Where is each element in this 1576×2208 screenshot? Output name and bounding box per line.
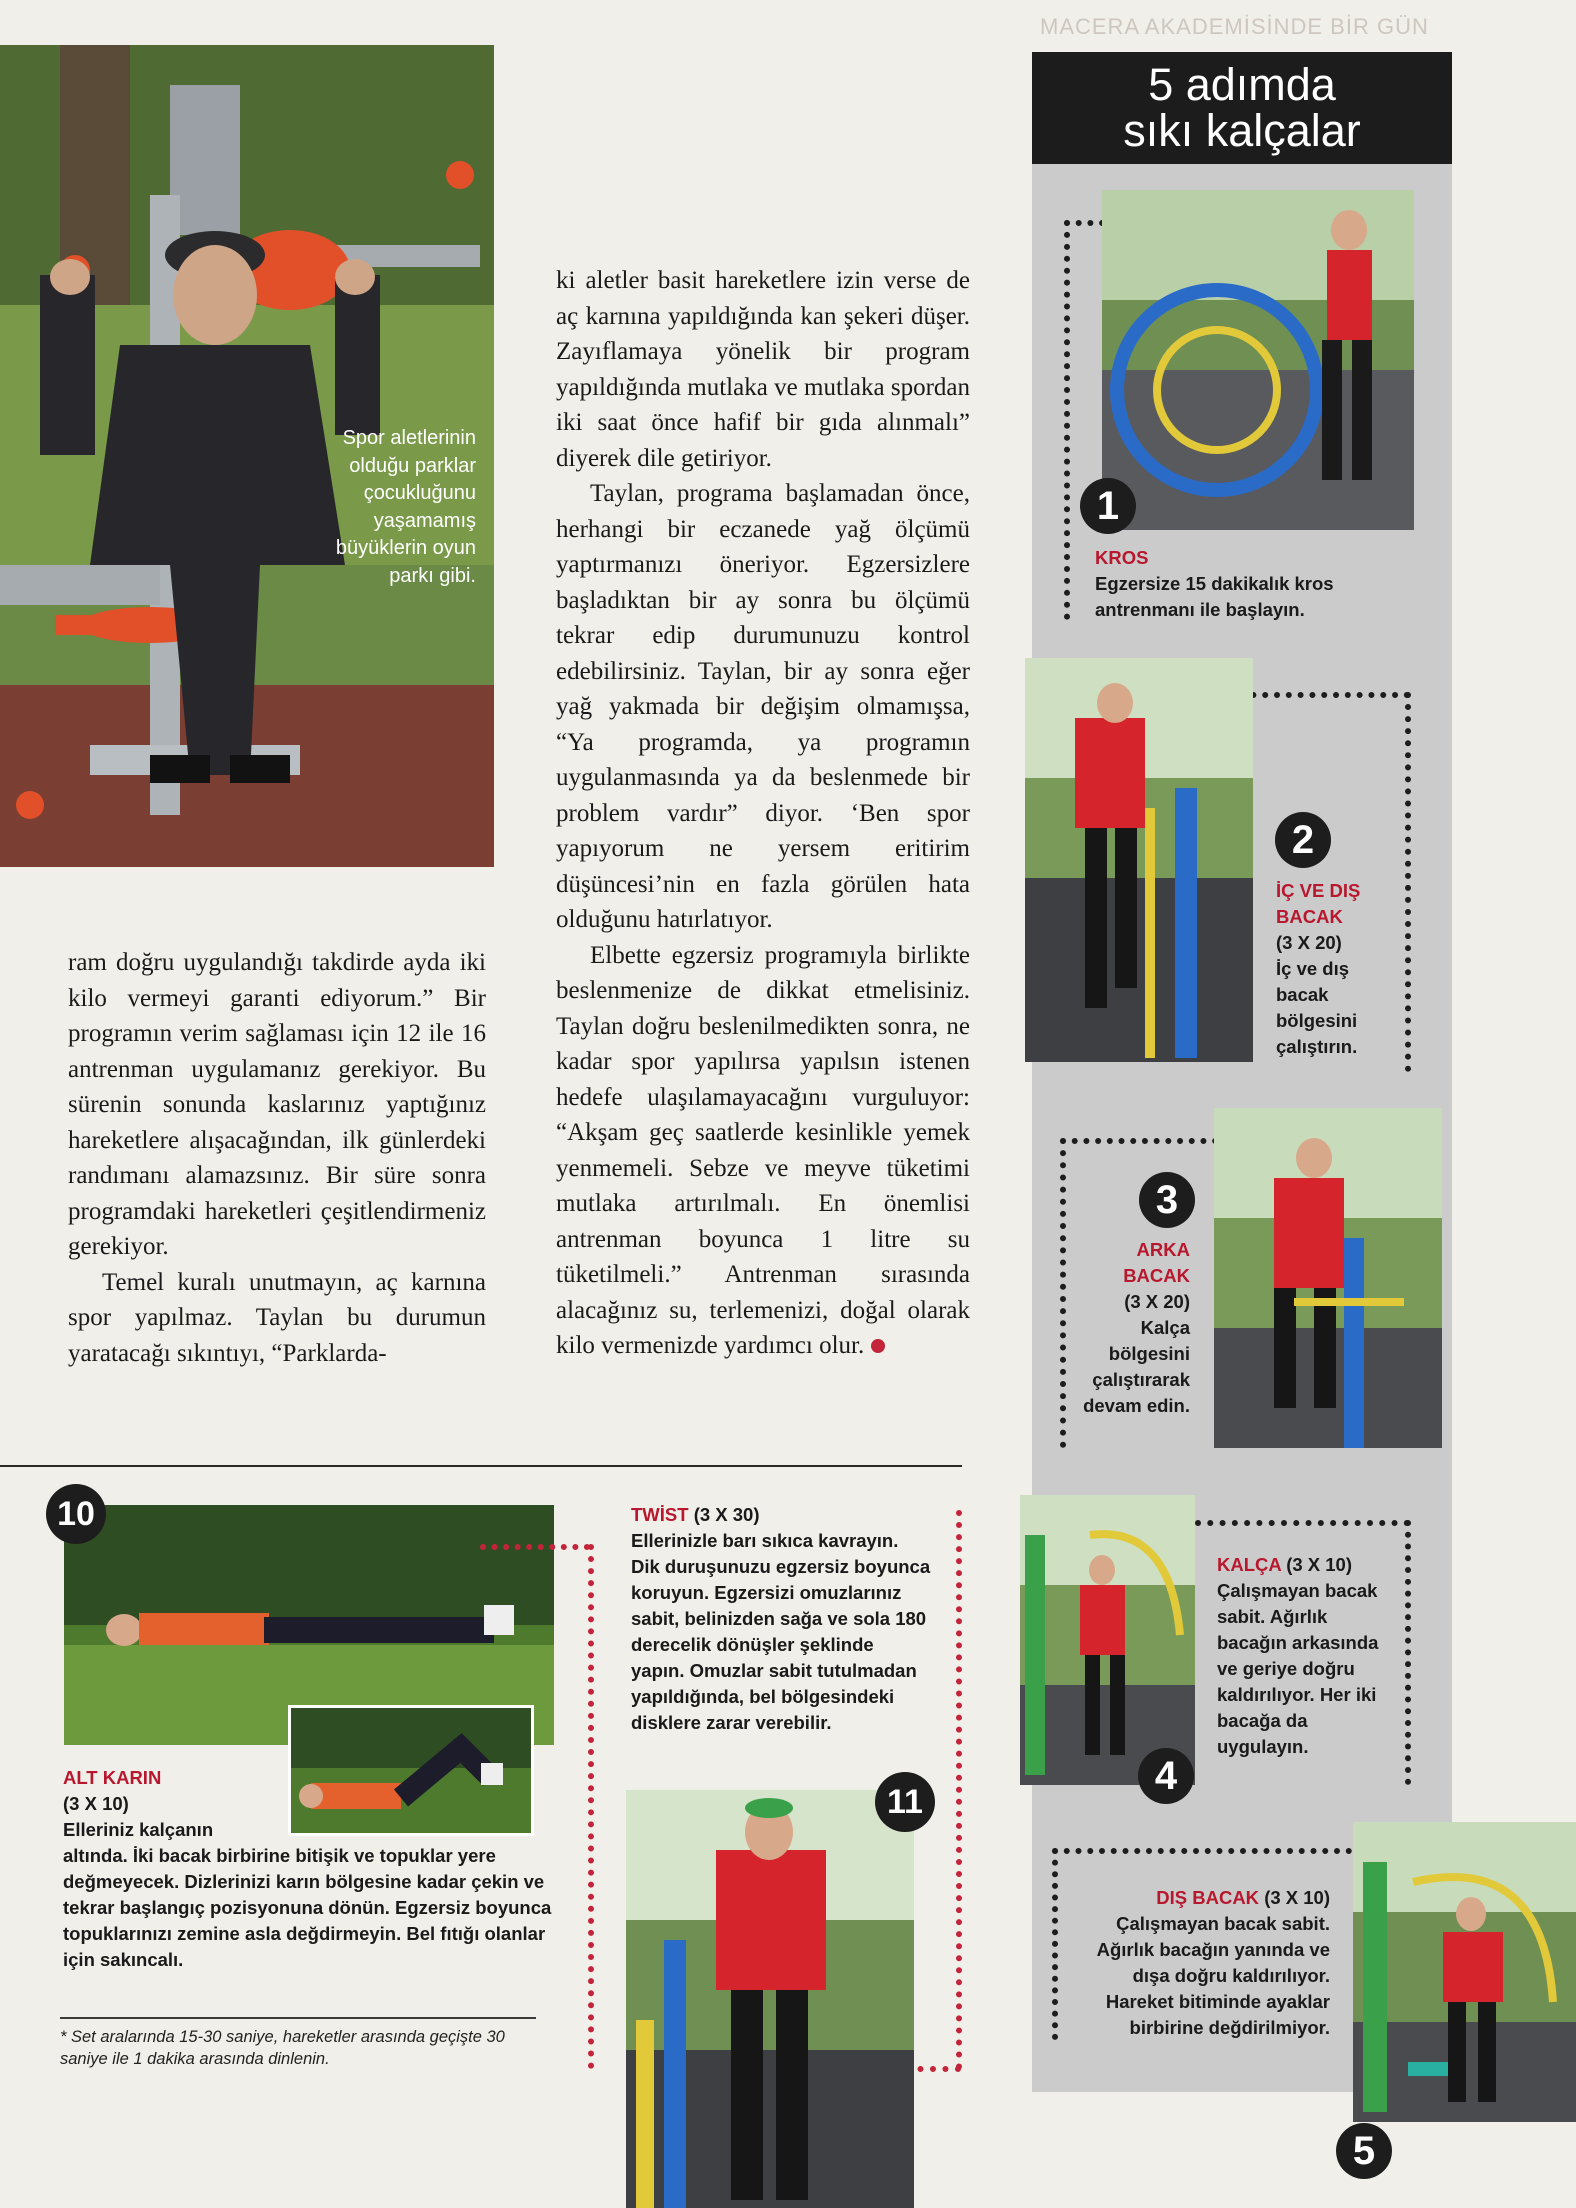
dotted-frame <box>1405 1520 1411 1785</box>
step-4-name: KALÇA <box>1217 1554 1282 1575</box>
footnote: * Set aralarında 15-30 saniye, hareketler arasında geçişte 30 saniye ile 1 dakika arasında dinlenin. <box>60 2028 505 2068</box>
alt-karin-description-line-1: Elleriniz kalçanın <box>63 1819 214 1840</box>
step-5-photo <box>1353 1822 1576 2122</box>
step-2-description: İç ve dış bacak bölgesini çalıştırın. <box>1276 958 1358 1057</box>
dotted-frame <box>1064 220 1070 620</box>
alt-karin-number: 10 <box>46 1484 106 1544</box>
dotted-frame <box>1060 1138 1066 1448</box>
article-paragraph: Taylan, programa başlamadan önce, herhangi bir eczanede yağ ölçümü yaptırmanızı öneriyor. Egzersizlere başladıktan bir ay sonra bu ölçümü tekrar edip durumunuzu kontrol edebilirsiniz. Taylan, bir ay sonra eğer yağ yakmada bir değişim olmamışsa, “Ya programda, ya programın uygulanmasında ya da beslenmede bir problem vardır” diyor. ‘Ben spor yapıyorum ne yersem eritirim düşüncesi’nin en fazla görülen hata olduğunu hatırlatıyor. <box>556 480 970 933</box>
alt-karin-sets: (3 X 10) <box>63 1793 129 1814</box>
twist-sets: (3 X 30) <box>693 1504 760 1525</box>
step-4-sets: (3 X 10) <box>1286 1554 1353 1575</box>
step-3-sets: (3 X 20) <box>1124 1291 1190 1312</box>
article-paragraph <box>556 938 970 1364</box>
step-3-text <box>1075 1237 1190 1419</box>
article-paragraph: ram doğru uygulandığı takdirde ayda iki kilo vermeyi garanti ediyorum.” Bir programın verim sağlaması için 12 ile 16 antrenman uygulamanız gerekiyor. Bu sürenin sonunda kaslarınız yaptığınız hareketlere alışacağından, ilk günlerdeki randımanı alamazsınız. Bir süre sonra programdaki hareketleri çeşitlendirmeniz gerekiyor. <box>68 949 486 1260</box>
dotted-frame <box>1060 1138 1230 1144</box>
twist-name: TWİST <box>631 1504 689 1525</box>
step-5-description: Çalışmayan bacak sabit. Ağırlık bacağın yanında ve dışa doğru kaldırılıyor. Hareket bitiminde ayaklar birbirine değdirilmiyor. <box>1096 1913 1330 2038</box>
sidebar-title-line-1: 5 adımda <box>1148 59 1336 110</box>
step-5-sets: (3 X 10) <box>1264 1887 1330 1908</box>
step-1-number: 1 <box>1080 478 1136 534</box>
step-5-name: DIŞ BACAK <box>1156 1887 1260 1908</box>
park-photo-elderly-man <box>0 45 494 867</box>
step-2-number: 2 <box>1275 812 1331 868</box>
step-1-description: Egzersize 15 dakikalık kros antrenmanı ile başlayın. <box>1095 573 1334 620</box>
step-4-number: 4 <box>1138 1748 1194 1804</box>
photo-caption: Spor aletlerinin olduğu parklar çocukluğunu yaşamamış büyüklerin oyun parkı gibi. <box>335 427 476 587</box>
sidebar-title <box>1032 52 1452 164</box>
step-3-name: ARKA BACAK <box>1123 1239 1190 1286</box>
step-5-number: 5 <box>1336 2123 1392 2179</box>
step-5-text <box>1068 1885 1330 2041</box>
article-column-1 <box>68 945 486 1371</box>
step-1-name: KROS <box>1095 547 1149 568</box>
red-dotted-frame <box>956 1510 962 2070</box>
dotted-frame <box>1052 1848 1058 2040</box>
section-divider <box>0 1465 962 1467</box>
dotted-frame <box>1052 1848 1352 1854</box>
twist-text <box>631 1502 931 1736</box>
article-paragraph: Temel kuralı unutmayın, aç karnına spor yapılmaz. Taylan bu durumun yaratacağı sıkıntıyı, “Parklarda- <box>68 1268 486 1367</box>
red-dotted-connector <box>480 1544 590 1550</box>
step-1-text <box>1095 545 1395 623</box>
alt-karin-name: ALT KARIN <box>63 1767 162 1788</box>
step-3-photo <box>1214 1108 1442 1448</box>
sidebar-title-line-2: sıkı kalçalar <box>1123 105 1361 156</box>
dotted-frame <box>1195 1520 1410 1526</box>
step-4-description: Çalışmayan bacak sabit. Ağırlık bacağın arkasında ve geriye doğru kaldırılıyor. Her iki bacağa da uygulayın. <box>1217 1580 1379 1757</box>
step-4-photo <box>1020 1495 1195 1785</box>
twist-photo <box>626 1790 914 2208</box>
article-paragraph: ki aletler basit hareketlere izin verse de aç karnına yapıldığında kan şekeri düşer. Zayıflamaya yönelik bir program yapıldığında mutlaka ve mutlaka spordan iki saat önce hafif bir gıda alınmalı” diyerek dile getiriyor. <box>556 267 970 472</box>
twist-number: 11 <box>875 1772 935 1832</box>
article-paragraph-text: Elbette egzersiz programıyla birlikte beslenmenize de dikkat etmelisiniz. Taylan doğru beslenilmedikten sonra, ne kadar spor yapılırsa yapılsın istenen hedefe ulaşılamayacağını vurguluyor: “Akşam geç saatlerde kesinlikle yemek yenmemeli. Sebze ve meyve tüketimi mutlaka artırılmalı. En önemlisi antrenman boyunca 1 litre su tüketilmeli.” Antrenman sırasında alacağınız su, terlemenizi, doğal olarak kilo vermenizde yardımcı olur. <box>556 941 970 1359</box>
step-2-text <box>1276 878 1406 1060</box>
step-2-photo <box>1025 658 1253 1062</box>
step-1-photo <box>1102 190 1414 530</box>
alt-karin-text <box>63 1765 563 1973</box>
step-2-sets: (3 X 20) <box>1276 932 1342 953</box>
footnote-divider <box>60 2017 536 2019</box>
alt-karin-description: altında. İki bacak birbirine bitişik ve topuklar yere değmeyecek. Dizlerinizi karın bölgesine kadar çekin ve tekrar başlangıç pozisyonuna dönün. Egzersiz boyunca topuklarınızı zemine asla değdirmeyin. Bel fıtığı olanlar için sakıncalı. <box>63 1845 552 1970</box>
step-3-number: 3 <box>1139 1172 1195 1228</box>
twist-description: Ellerinizle barı sıkıca kavrayın. Dik duruşunuzu egzersiz boyunca koruyun. Egzersizi omuzlarınız sabit, belinizden sağa ve sola 180 derecelik dönüşler şeklinde yapın. Omuzlar sabit tutulmadan yapıldığında, bel bölgesindeki disklere zarar verebilir. <box>631 1530 931 1733</box>
step-4-text <box>1217 1552 1397 1760</box>
article-column-2 <box>556 263 970 1364</box>
step-3-description: Kalça bölgesini çalıştırarak devam edin. <box>1083 1317 1190 1416</box>
step-2-name: İÇ VE DIŞ BACAK <box>1276 880 1361 927</box>
red-dotted-connector <box>588 1544 594 2069</box>
running-header: MACERA AKADEMİSİNDE BİR GÜN <box>1040 14 1429 39</box>
end-mark-icon <box>871 1339 885 1353</box>
